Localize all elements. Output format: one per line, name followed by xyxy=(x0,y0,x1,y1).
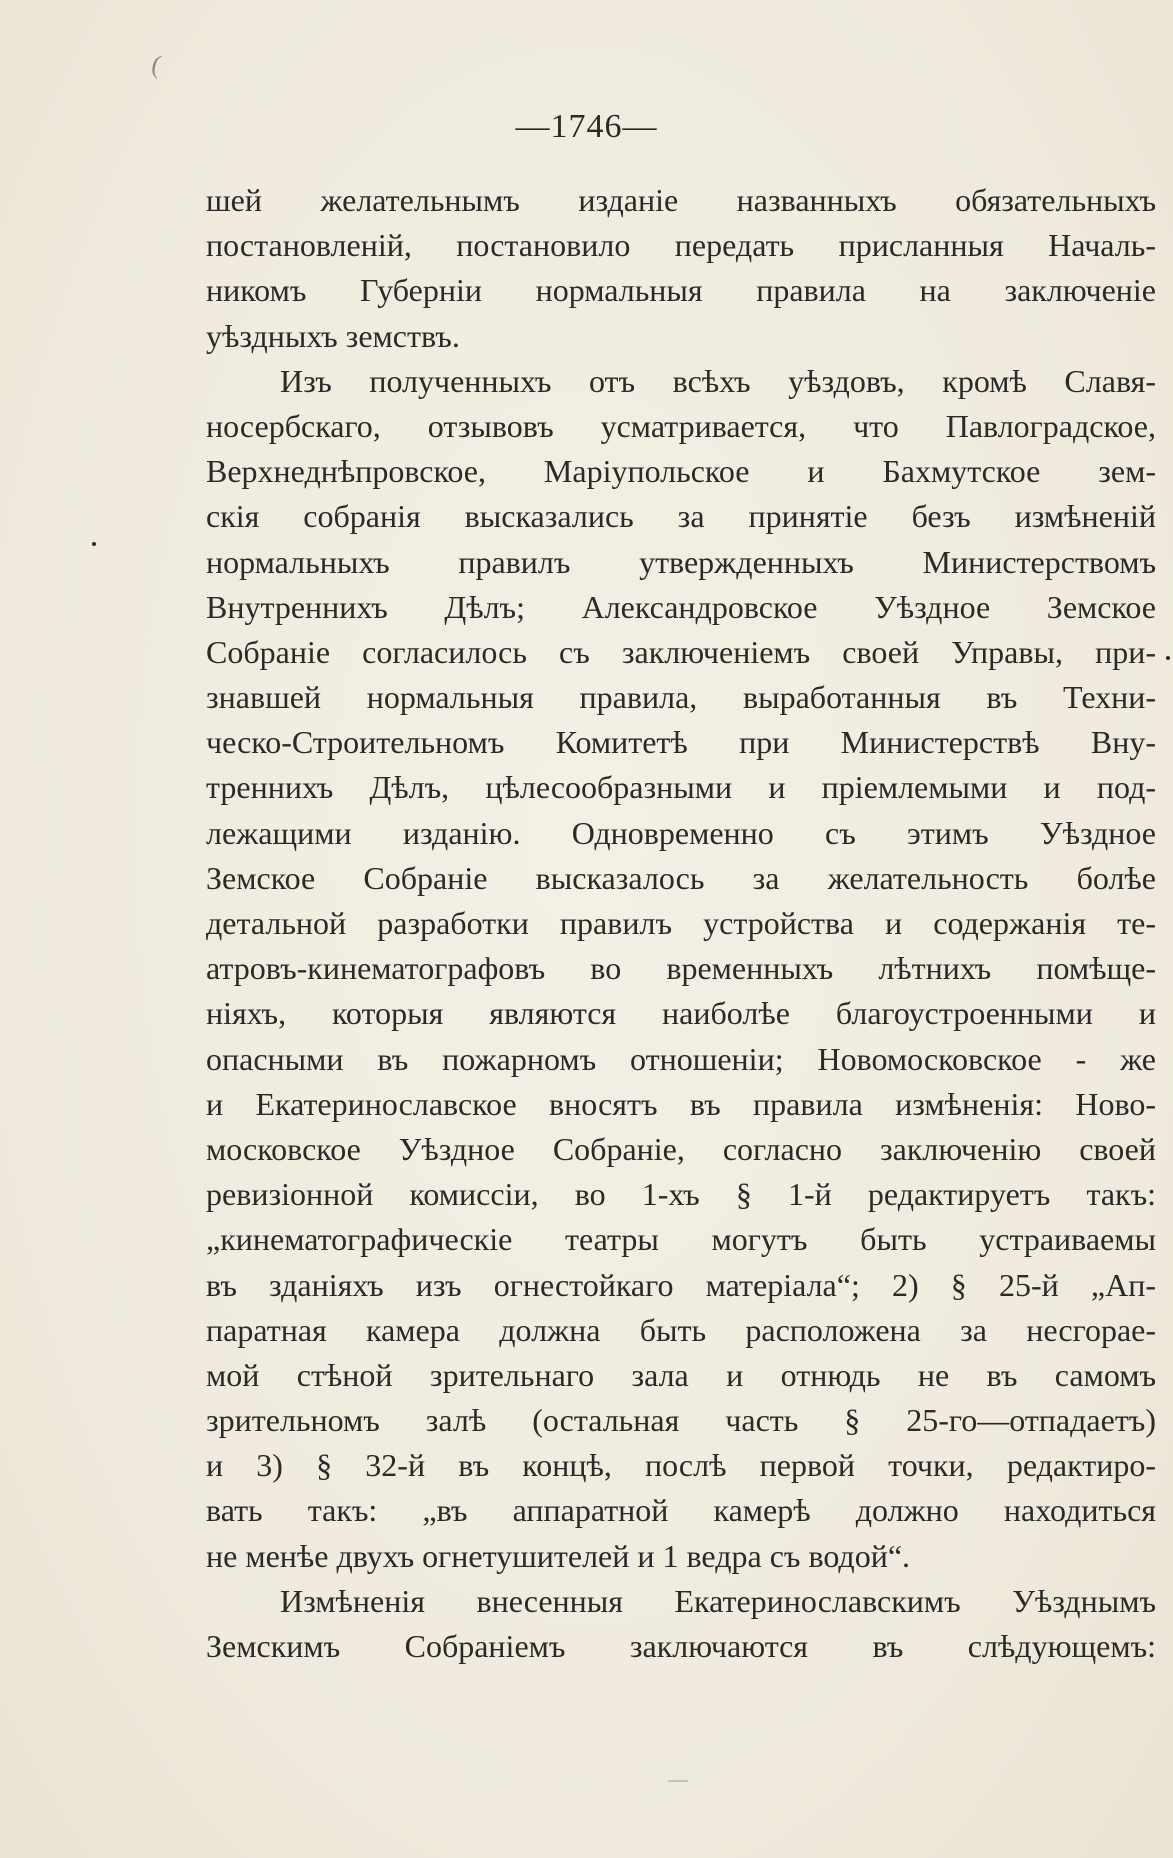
page-number: —1746— xyxy=(515,108,658,145)
text-line: не менѣе двухъ огнетушителей и 1 ведра съ водой“. xyxy=(206,1537,911,1574)
bottom-mark xyxy=(668,1780,688,1782)
text-line: „кинематографическіе театры могутъ быть устраиваемы xyxy=(206,1221,1156,1258)
text-line: скія собранія высказались за принятіе безъ измѣненій xyxy=(206,498,1156,535)
text-line: шей желательнымъ изданіе названныхъ обязательныхъ xyxy=(206,182,1156,218)
text-line: лежащими изданію. Одновременно съ этимъ Уѣздное xyxy=(206,814,1156,851)
text-line: московское Уѣздное Собраніе, согласно заключенію своей xyxy=(206,1130,1156,1167)
margin-speck xyxy=(92,542,96,546)
body-text xyxy=(206,178,1156,1669)
text-line: въ зданіяхъ изъ огнестойкаго матеріала“; 2) § 25-й „Ап- xyxy=(206,1266,1156,1303)
text-line: ревизіонной комиссіи, во 1-хъ § 1-й редактируетъ такъ: xyxy=(206,1176,1156,1213)
text-line: и Екатеринославское вносятъ въ правила измѣненія: Ново- xyxy=(206,1085,1156,1122)
text-line: Земскимъ Собраніемъ заключаются въ слѣдующемъ: xyxy=(206,1628,1156,1664)
text-line: Измѣненія внесенныя Екатеринославскимъ Уѣзднымъ xyxy=(280,1582,1156,1619)
text-line: паратная камера должна быть расположена за несгорае- xyxy=(206,1311,1156,1348)
text-line: Собраніе согласилось съ заключеніемъ своей Управы, при- xyxy=(206,633,1156,670)
text-line: ніяхъ, которыя являются наиболѣе благоустроенными и xyxy=(206,995,1156,1032)
text-line: Изъ полученныхъ отъ всѣхъ уѣздовъ, кромѣ Славя- xyxy=(280,362,1156,399)
text-line: постановленій, постановило передать присланныя Началь- xyxy=(206,227,1156,264)
text-line: опасными въ пожарномъ отношеніи; Новомосковское - же xyxy=(206,1040,1156,1077)
text-line: Верхнеднѣпровское, Маріупольское и Бахмутское зем- xyxy=(206,453,1156,490)
text-line: атровъ-кинематографовъ во временныхъ лѣтнихъ помѣще- xyxy=(206,950,1156,987)
text-line: уѣздныхъ земствъ. xyxy=(206,317,460,354)
text-line: ческо-Строительномъ Комитетѣ при Министерствѣ Вну- xyxy=(206,724,1156,761)
text-line: нормальныхъ правилъ утвержденныхъ Министерствомъ xyxy=(206,543,1156,580)
text-line: никомъ Губерніи нормальныя правила на заключеніе xyxy=(206,272,1156,309)
text-line: детальной разработки правилъ устройства и содержанія те- xyxy=(206,905,1156,941)
text-line: носербскаго, отзывовъ усматривается, что Павлоградское, xyxy=(206,407,1156,444)
text-line: мой стѣной зрительнаго зала и отнюдь не въ самомъ xyxy=(206,1356,1156,1393)
text-line: Земское Собраніе высказалось за желательность болѣе xyxy=(206,859,1156,896)
text-line: Внутреннихъ Дѣлъ; Александровское Уѣздное Земское xyxy=(206,588,1156,625)
text-line: вать такъ: „въ аппаратной камерѣ должно находиться xyxy=(206,1492,1156,1529)
margin-speck xyxy=(1166,656,1170,660)
text-line: и 3) § 32-й въ концѣ, послѣ первой точки, редактиро- xyxy=(206,1447,1156,1484)
text-line: знавшей нормальныя правила, выработанныя въ Техни- xyxy=(206,679,1156,716)
text-line: зрительномъ залѣ (остальная часть § 25-го—отпадаетъ) xyxy=(206,1402,1156,1439)
text-line: треннихъ Дѣлъ, цѣлесообразными и пріемлемыми и под- xyxy=(206,769,1156,806)
margin-pencil-mark: ( xyxy=(149,49,164,80)
